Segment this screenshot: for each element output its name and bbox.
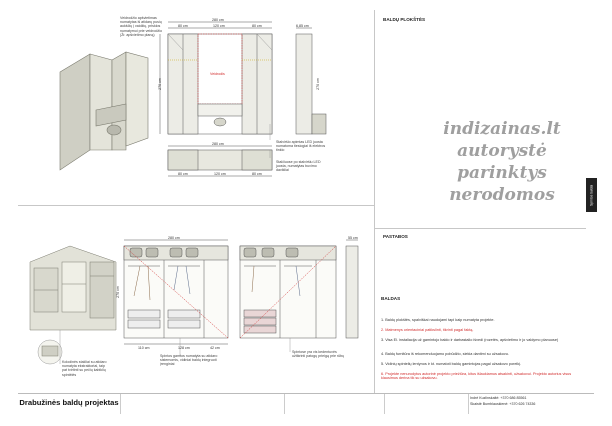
dim-desk-right: 80 cm — [252, 172, 262, 176]
side-tab: Spintos baldai — [586, 178, 597, 212]
dim-height-left: 270 cm — [157, 78, 162, 90]
interior-elevation-right — [240, 246, 336, 338]
annotation-right-mid: Stalviršio apimtas LED juosta numatoma tiesiogiai iš elektros tinklo — [276, 140, 326, 153]
annotation-bottom-right: Spintose yra vis kedentuvės užtikrinti patogų prieigą prie rūbų — [292, 350, 345, 359]
interior-side — [346, 240, 358, 338]
annotation-right-low: Stalčiuose po stalviršiu LED juosta, numatytas buvimo davikliai — [276, 160, 321, 173]
watermark-line: indizainas.lt — [443, 119, 561, 139]
watermark-line: parinktys — [457, 163, 547, 183]
dim-top-right: 80 cm — [252, 24, 262, 28]
watermark-text — [432, 118, 572, 206]
note-item: 4. Baldų furnitūra iš rekomenduojamo pobūdžio, siekia dantimi su užsakovu. — [381, 352, 509, 356]
dim-desk-width: 280 cm — [212, 142, 224, 146]
note-item: 5. Vidinių spintelių lentynos ir kt. numatoti baldų gamintojas pagal užsakovo poreikį. — [381, 362, 522, 366]
lower-right-title: PASTABOS — [383, 234, 408, 239]
dim-lower-mid: 128 cm — [178, 346, 190, 350]
note-item: 6. Projekte nenurodytus autorinė projekto priežiūra, kitus išlaukiamus atsakinti, užsakovui. Projekto autorius visus klausimus derina tik su užsakovu. — [381, 372, 572, 381]
interior-3d-sketch — [30, 246, 116, 364]
title-block-cell — [284, 394, 385, 414]
note-item: 2. Matmenys orientaciniai patikslinti, tikrinti pagal faktą. — [381, 328, 474, 332]
dim-top-left: 80 cm — [178, 24, 188, 28]
annotation-top-left: Veidrodžio apšvietimas numatytas iš atidarų pusių aukščių į vaidžių, prisklos numatymui prie veidrodžio (Žr. apšvietimo planą) — [120, 16, 162, 37]
title-block-cell — [384, 394, 469, 414]
watermark-line: autorystė — [457, 141, 547, 161]
note-item: 1. Baldų plokštės, spalviškai naudojami tapi kaip numatyta projekte. — [381, 318, 495, 322]
dim-lower-right: 42 cm — [210, 346, 220, 350]
note-item: 3. Visa El. instaliacija už gamintojo baldo ir darbastalio išvedi (rozetės, apšvietimo ir jo valdymo planuose) — [381, 338, 559, 342]
contact-line: Skaistė Bumblauskienė: +370 626 74336 — [470, 402, 536, 406]
dim-desk-left: 80 cm — [178, 172, 188, 176]
notes-heading: BALDAS — [381, 296, 401, 301]
interior-elevation-left — [124, 240, 228, 344]
title-block-cell — [120, 394, 285, 414]
dim-lower-depth: 55 cm — [348, 236, 358, 240]
dim-desk-mid: 120 cm — [214, 172, 226, 176]
contact-line: Indrė Kuzlinskaitė: +370 686 85561 — [470, 396, 527, 400]
dim-lower-height: 270 cm — [115, 286, 120, 298]
project-title: Drabužinės baldų projektas — [19, 397, 119, 407]
dim-mirror: Veidrodis — [210, 72, 225, 76]
dim-lower-left: 110 cm — [138, 346, 150, 350]
dim-top-mid: 120 cm — [213, 24, 225, 28]
upper-right-title: BALDŲ PLOKŠTĖS — [383, 17, 426, 22]
annotation-bottom-mid: Spintos gamtos numatyta su atidaro sistemomis, vidiniai baldų integruoti įrenginiai — [160, 354, 218, 367]
annotation-bottom-left: Kolodinės stalčiai su atidaro numatyta ekstraktoriai, taip pat tvirtinti su pečių kabiklių spintėlės — [62, 360, 107, 377]
dim-top-width: 280 cm — [212, 18, 224, 22]
dim-height-right: 270 cm — [315, 78, 320, 90]
watermark-line: nerodomos — [449, 185, 555, 205]
dim-lower-width: 280 cm — [168, 236, 180, 240]
dim-top-depth: 6,85 cm — [296, 24, 309, 28]
